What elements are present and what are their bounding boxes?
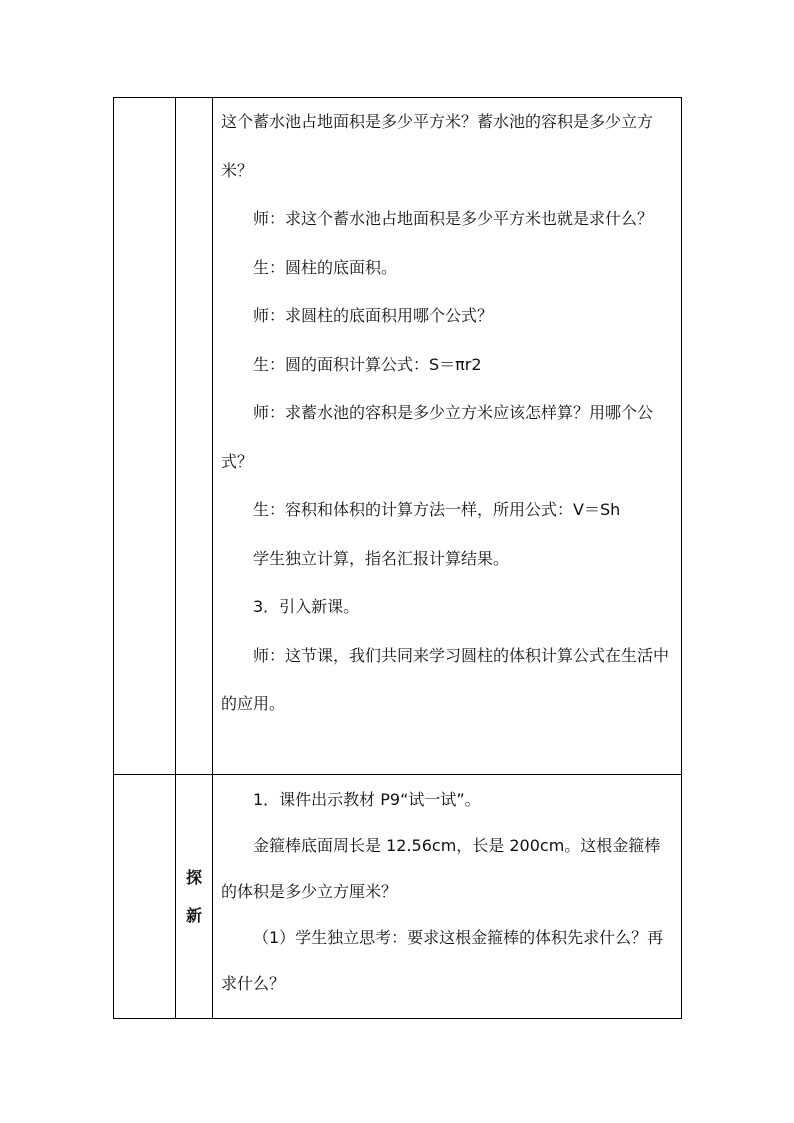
stage-label — [176, 775, 212, 935]
paragraph: 这个蓄水池占地面积是多少平方米？蓄水池的容积是多少立方米？ — [221, 112, 654, 180]
lesson-plan-table — [113, 97, 682, 1019]
paragraph: 1．课件出示教材 P9“试一试”。 — [253, 790, 481, 809]
paragraph: 师：求圆柱的底面积用哪个公式？ — [253, 306, 494, 325]
table-row — [114, 775, 682, 1019]
paragraph: 师：求这个蓄水池占地面积是多少平方米也就是求什么？ — [253, 209, 654, 228]
stage-label-cell — [176, 98, 213, 775]
section-label-cell — [114, 775, 176, 1019]
lesson-content — [213, 775, 681, 1007]
stage-label-char: 探 — [185, 868, 202, 887]
stage-label-char: 新 — [185, 906, 202, 925]
stage-label-cell — [176, 775, 213, 1019]
paragraph: （1）学生独立思考：要求这根金箍棒的体积先求什么？再求什么？ — [221, 928, 664, 993]
paragraph: 生：圆的面积计算公式：S＝πr2 — [253, 354, 482, 374]
paragraph: 金箍棒底面周长是 12.56cm，长是 200cm。这根金箍棒的体积是多少立方厘米？ — [221, 836, 661, 901]
paragraph: 生：容积和体积的计算方法一样，所用公式：V＝Sh — [253, 500, 621, 519]
lesson-content — [213, 98, 681, 729]
paragraph: 学生独立计算，指名汇报计算结果。 — [253, 548, 510, 568]
paragraph: 师：这节课，我们共同来学习圆柱的体积计算公式在生活中的应用。 — [221, 645, 670, 713]
paragraph: 师：求蓄水池的容积是多少立方米应该怎样算？用哪个公式？ — [221, 403, 654, 471]
content-cell — [213, 98, 682, 775]
table-row — [114, 98, 682, 775]
paragraph: 生：圆柱的底面积。 — [253, 257, 398, 277]
section-label-cell — [114, 98, 176, 775]
content-cell — [213, 775, 682, 1019]
paragraph: 3．引入新课。 — [253, 597, 360, 616]
